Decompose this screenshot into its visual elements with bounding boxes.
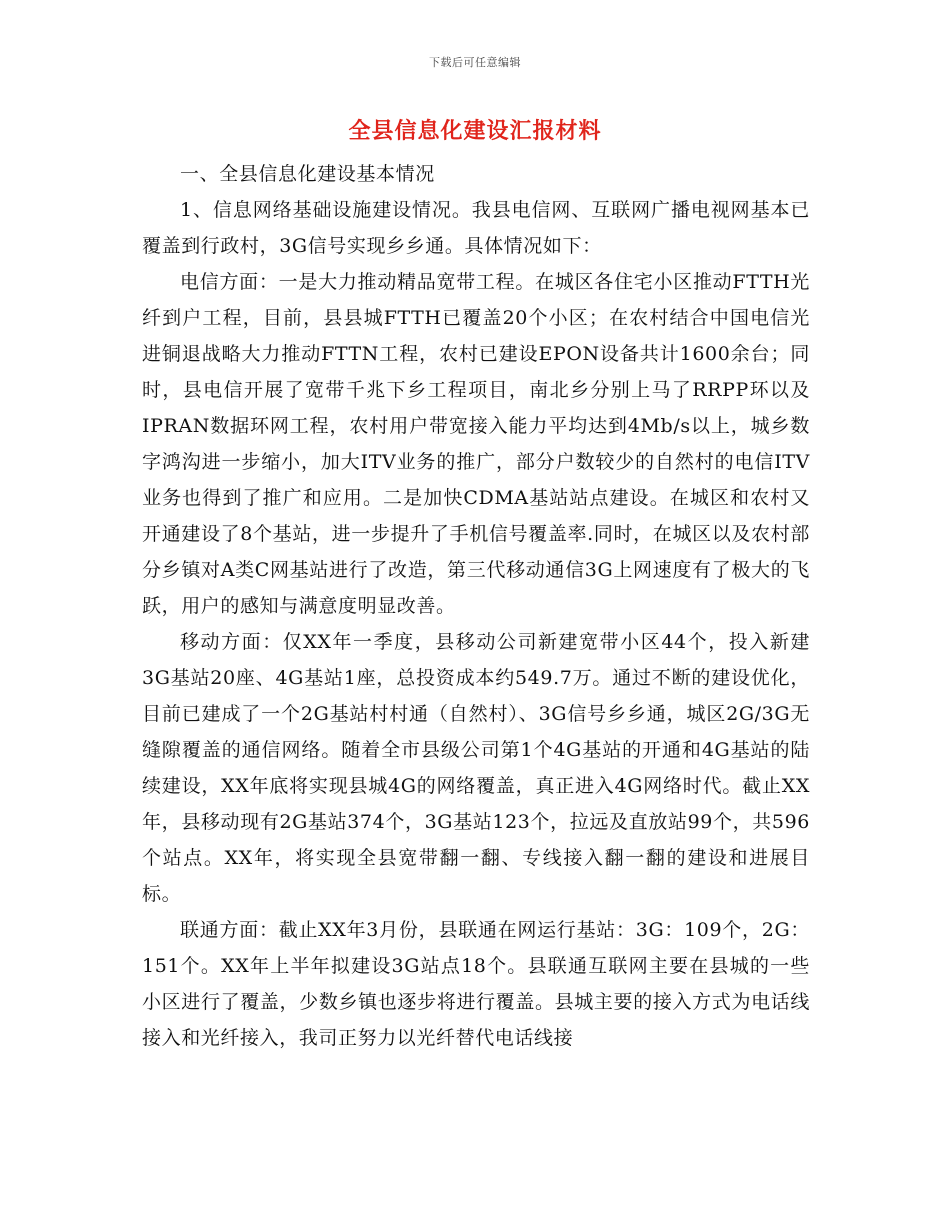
paragraph-unicom: 联通方面：截止XX年3月份，县联通在网运行基站：3G：109个，2G：151个。XX年上半年拟建设3G站点18个。县联通互联网主要在县城的一些小区进行了覆盖，少数乡镇也逐步将进行覆盖。县城主要的接入方式为电话线接入和光纤接入，我司正努力以光纤替代电话线接 (142, 919, 810, 1049)
document-title: 全县信息化建设汇报材料 (348, 118, 602, 144)
section-heading: 一、全县信息化建设基本情况 (180, 163, 435, 185)
paragraph-network-infrastructure: 1、信息网络基础设施建设情况。我县电信网、互联网广播电视网基本已覆盖到行政村，3G信号实现乡乡通。具体情况如下： (142, 199, 810, 257)
header-note: 下载后可任意编辑 (429, 56, 521, 69)
document-body (142, 156, 810, 1056)
paragraph-telecom: 电信方面：一是大力推动精品宽带工程。在城区各住宅小区推动FTTH光纤到户工程，目前，县县城FTTH已覆盖20个小区；在农村结合中国电信光进铜退战略大力推动FTTN工程，农村已建设EPON设备共计1600余台；同时，县电信开展了宽带千兆下乡工程项目，南北乡分别上马了RRPP环以及IPRAN数据环网工程，农村用户带宽接入能力平均达到4Mb/s以上，城乡数字鸿沟进一步缩小，加大ITV业务的推广，部分户数较少的自然村的电信ITV业务也得到了推广和应用。二是加快CDMA基站站点建设。在城区和农村又开通建设了8个基站，进一步提升了手机信号覆盖率.同时，在城区以及农村部分乡镇对A类C网基站进行了改造，第三代移动通信3G上网速度有了极大的飞跃，用户的感知与满意度明显改善。 (142, 271, 810, 617)
paragraph-mobile: 移动方面：仅XX年一季度，县移动公司新建宽带小区44个，投入新建3G基站20座、4G基站1座，总投资成本约549.7万。通过不断的建设优化，目前已建成了一个2G基站村村通（自然村）、3G信号乡乡通，城区2G/3G无缝隙覆盖的通信网络。随着全市县级公司第1个4G基站的开通和4G基站的陆续建设，XX年底将实现县城4G的网络覆盖，真正进入4G网络时代。截止XX年，县移动现有2G基站374个，3G基站123个，拉远及直放站99个，共596个站点。XX年，将实现全县宽带翻一翻、专线接入翻一翻的建设和进展目标。 (142, 631, 810, 905)
